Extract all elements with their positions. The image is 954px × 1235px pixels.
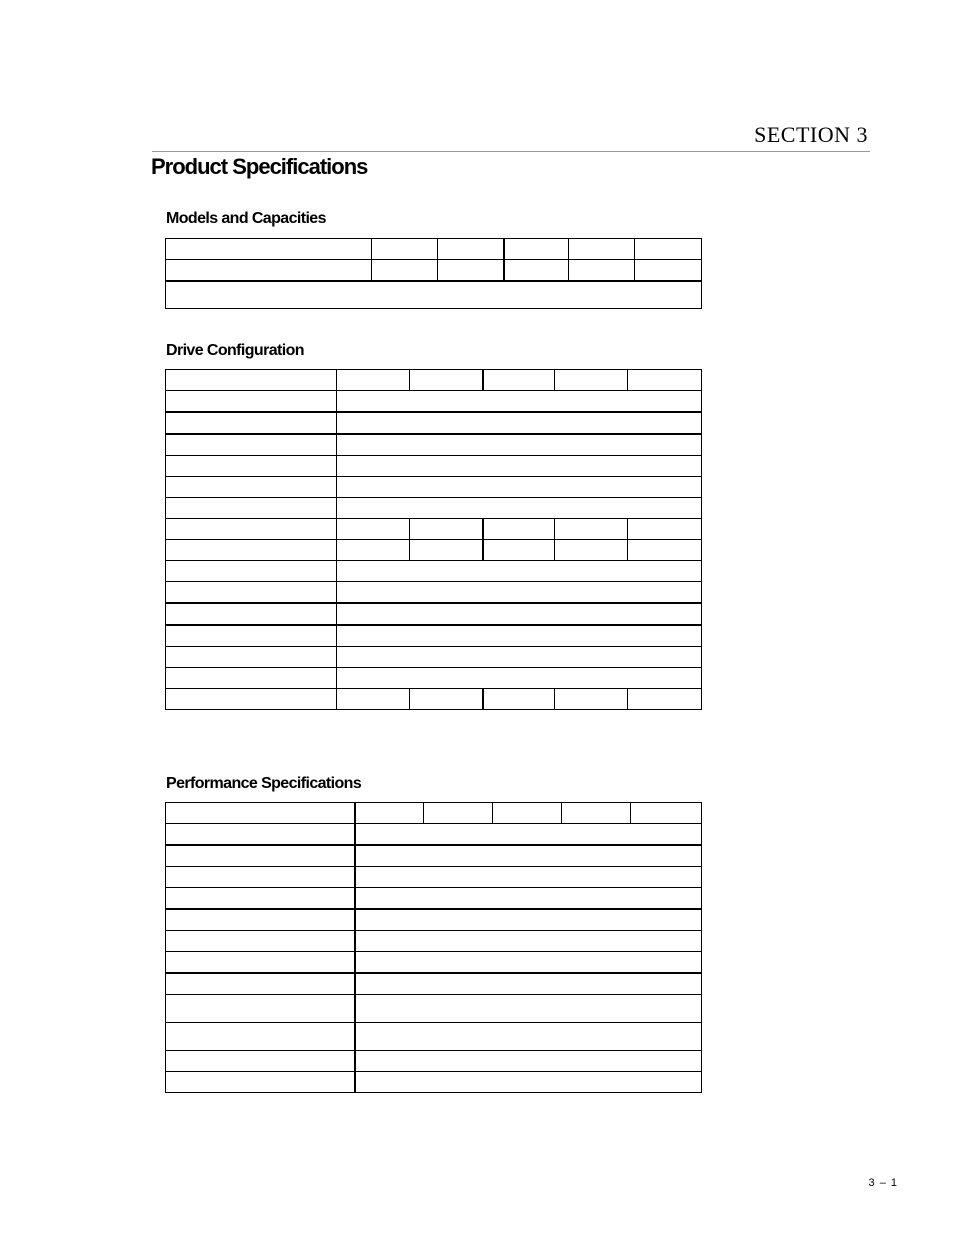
- table-cell: [337, 456, 702, 477]
- table-row: [166, 477, 702, 498]
- table-row: [166, 582, 702, 604]
- table-cell: [166, 1072, 355, 1093]
- table-cell: [635, 260, 702, 282]
- table-row: [166, 456, 702, 477]
- table-row: [166, 498, 702, 519]
- table-cell: [562, 803, 631, 824]
- table-cell: [166, 668, 337, 689]
- table-row: [166, 370, 702, 391]
- table-cell: [166, 1023, 355, 1051]
- table-row: [166, 625, 702, 647]
- table-row: [166, 561, 702, 582]
- table-cell: [337, 477, 702, 498]
- table-row: [166, 973, 702, 995]
- performance-specifications-heading: Performance Specifications: [166, 775, 362, 792]
- table-cell: [337, 625, 702, 647]
- table-cell: [355, 909, 702, 931]
- table-cell: [337, 391, 702, 413]
- table-row: [166, 1023, 702, 1051]
- table-row: [166, 909, 702, 931]
- table-cell: [166, 477, 337, 498]
- table-cell: [555, 689, 628, 710]
- table-cell: [355, 803, 424, 824]
- table-cell: [166, 824, 355, 846]
- table-cell: [628, 519, 702, 540]
- table-cell: [355, 845, 702, 867]
- table-row: [166, 931, 702, 952]
- table-cell: [166, 456, 337, 477]
- table-cell: [337, 582, 702, 604]
- table-cell: [355, 867, 702, 888]
- table-cell: [438, 260, 504, 282]
- table-cell: [355, 1072, 702, 1093]
- table-cell: [166, 582, 337, 604]
- table-cell: [355, 952, 702, 974]
- table-row: [166, 647, 702, 668]
- table-cell: [166, 519, 337, 540]
- table-cell: [628, 370, 702, 391]
- table-cell: [166, 803, 355, 824]
- table-row: [166, 260, 702, 282]
- table-row: [166, 995, 702, 1023]
- table-cell: [504, 239, 569, 260]
- table-row: [166, 803, 702, 824]
- table-cell: [337, 370, 410, 391]
- table-cell: [166, 888, 355, 910]
- table-cell: [410, 540, 483, 561]
- drive-configuration-heading: Drive Configuration: [166, 342, 304, 359]
- table-row: [166, 239, 702, 260]
- table-cell: [372, 239, 438, 260]
- table-cell: [337, 412, 702, 434]
- table-cell: [166, 540, 337, 561]
- table-row: [166, 952, 702, 974]
- table-cell: [337, 689, 410, 710]
- table-cell: [372, 260, 438, 282]
- table-row: [166, 519, 702, 540]
- table-cell: [166, 260, 372, 282]
- table-note-cell: [166, 281, 702, 309]
- table-cell: [628, 689, 702, 710]
- table-cell: [337, 668, 702, 689]
- table-cell: [166, 561, 337, 582]
- table-row: [166, 1072, 702, 1093]
- table-cell: [166, 1051, 355, 1072]
- table-cell: [483, 689, 555, 710]
- table-row: [166, 824, 702, 846]
- table-cell: [410, 519, 483, 540]
- table-cell: [166, 689, 337, 710]
- table-row: [166, 603, 702, 625]
- table-cell: [337, 647, 702, 668]
- table-cell: [337, 561, 702, 582]
- table-row: [166, 434, 702, 456]
- table-row: [166, 391, 702, 413]
- models-capacities-table: [165, 238, 702, 309]
- table-cell: [569, 239, 635, 260]
- table-cell: [355, 1051, 702, 1072]
- table-cell: [337, 540, 410, 561]
- table-cell: [166, 995, 355, 1023]
- table-cell: [355, 888, 702, 910]
- table-cell: [355, 973, 702, 995]
- table-cell: [166, 952, 355, 974]
- table-cell: [424, 803, 493, 824]
- table-cell: [166, 647, 337, 668]
- table-cell: [555, 370, 628, 391]
- table-row: [166, 540, 702, 561]
- table-cell: [483, 519, 555, 540]
- table-cell: [493, 803, 562, 824]
- table-row: [166, 689, 702, 710]
- table-row: [166, 888, 702, 910]
- table-cell: [337, 498, 702, 519]
- table-cell: [166, 867, 355, 888]
- table-cell: [355, 995, 702, 1023]
- section-label: SECTION 3: [754, 122, 868, 147]
- table-cell: [166, 973, 355, 995]
- table-cell: [166, 603, 337, 625]
- table-cell: [355, 824, 702, 846]
- performance-specifications-table: [165, 802, 702, 1093]
- table-row: [166, 412, 702, 434]
- table-cell: [337, 434, 702, 456]
- table-cell: [355, 1023, 702, 1051]
- table-cell: [483, 540, 555, 561]
- table-cell: [355, 931, 702, 952]
- table-cell: [410, 370, 483, 391]
- drive-configuration-table: [165, 369, 702, 710]
- table-cell: [438, 239, 504, 260]
- page-number: 3 – 1: [868, 1177, 898, 1189]
- table-cell: [628, 540, 702, 561]
- table-cell: [631, 803, 702, 824]
- table-row: [166, 1051, 702, 1072]
- table-cell: [555, 519, 628, 540]
- table-cell: [166, 909, 355, 931]
- models-capacities-heading: Models and Capacities: [166, 210, 326, 227]
- table-cell: [166, 412, 337, 434]
- table-cell: [555, 540, 628, 561]
- table-cell: [166, 391, 337, 413]
- table-cell: [166, 434, 337, 456]
- table-cell: [337, 519, 410, 540]
- table-row: [166, 867, 702, 888]
- table-cell: [410, 689, 483, 710]
- table-cell: [166, 498, 337, 519]
- table-row: [166, 281, 702, 309]
- table-cell: [635, 239, 702, 260]
- table-row: [166, 668, 702, 689]
- table-cell: [166, 239, 372, 260]
- table-cell: [166, 625, 337, 647]
- table-row: [166, 845, 702, 867]
- page-title: Product Specifications: [151, 154, 368, 179]
- table-cell: [569, 260, 635, 282]
- header-rule: [152, 151, 870, 152]
- table-cell: [166, 370, 337, 391]
- table-cell: [337, 603, 702, 625]
- table-cell: [166, 845, 355, 867]
- table-cell: [483, 370, 555, 391]
- table-cell: [504, 260, 569, 282]
- table-cell: [166, 931, 355, 952]
